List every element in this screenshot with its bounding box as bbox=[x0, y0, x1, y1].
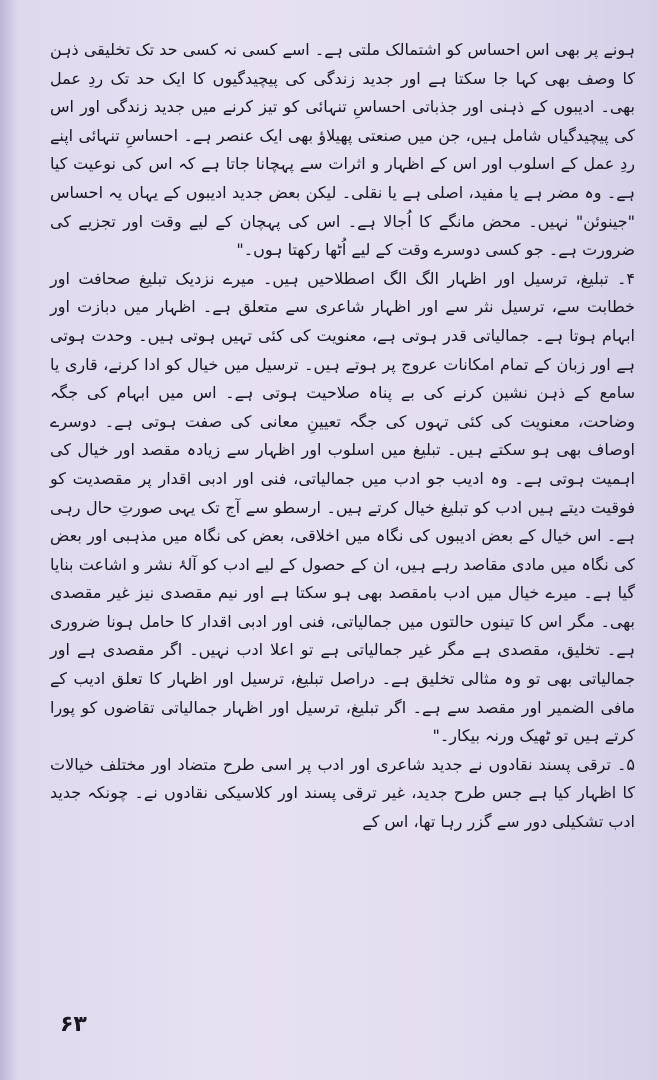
paragraph-3: ۵۔ ترقی پسند نقادوں نے جدید شاعری اور ادب پر اسی طرح متضاد اور مختلف خیالات کا اظہار کیا ہے جس طرح جدید، غیر ترقی پسند اور کلاسیکی نقادوں نے۔ چونکہ جدید ادب تشکیلی دور سے گزر رہا تھا، اس کے bbox=[50, 754, 635, 832]
paragraph-1: ہونے پر بھی اس احساس کو اشتمالک ملتی ہے۔ اسے کسی نہ کسی حد تک تخلیقی ذہن کا وصف بھی کہا جا سکتا ہے اور جدید زندگی کی پیچیدگیوں کا ایک حد تک ردِ عمل بھی۔ ادیبوں کے ذہنی اور جذباتی احساسِ تنہائی کو تیز کرنے میں جدید زندگی اور اس کی پیچیدگیاں شامل ہیں، جن میں صنعتی پھیلاؤ بھی ایک عنصر ہے۔ احساسِ تنہائی اپنے ردِ عمل کے اسلوب اور اس کے اظہار و اثرات سے پہچانا جاتا ہے کہ اس کی نوعیت کیا ہے۔ وہ مضر ہے یا مفید، اصلی ہے یا نقلی۔ لیکن بعض جدید ادیبوں کے یہاں یہ احساس "جینوئن" نہیں۔ محض مانگے کا اُجالا ہے۔ اس کی پہچان کے لیے وقت اور تجزیے کی ضرورت ہے۔ جو کسی دوسرے وقت کے لیے اُٹھا رکھتا ہوں۔" bbox=[50, 40, 635, 260]
page-body bbox=[50, 36, 635, 837]
page-fold-shadow bbox=[0, 0, 18, 1080]
page-number: ۶۳ bbox=[60, 1012, 87, 1037]
paragraph-2: ۴۔ تبلیغ، ترسیل اور اظہار الگ الگ اصطلاحیں ہیں۔ میرے نزدیک تبلیغ صحافت اور خطابت سے، ترسیل نثر سے اور اظہار شاعری سے متعلق ہے۔ اظہار میں دبازت اور ابہام ہوتا ہے۔ جمالیاتی قدر ہوتی ہے، معنویت کی کئی تہیں ہوتی ہیں۔ وحدت ہوتی ہے اور زبان کے تمام امکانات عروج پر ہوتے ہیں۔ ترسیل میں خیال کو ادا کرنے، قاری یا سامع کے ذہن نشین کرنے کی بے پناہ صلاحیت ہوتی ہے۔ اس میں ابہام کی جگہ وضاحت، معنویت کی کئی تہوں کی جگہ تعیینِ معانی کی صفت ہوتی ہے۔ دوسرے اوصاف بھی ہو سکتے ہیں۔ تبلیغ میں اسلوب اور اظہار سے زیادہ مقصد اور خیال کی اہمیت ہوتی ہے۔ وہ ادیب جو ادب میں جمالیاتی، فنی اور ادبی اقدار پر مقصدیت کو فوقیت دیتے ہیں ادب کو تبلیغ خیال کرتے ہیں۔ ارسطو سے آج تک یہی صورتِ حال رہی ہے۔ اس خیال کے بعض ادیبوں کی نگاہ میں اخلاقی، بعض کی نگاہ میں مذہبی اور بعض کی نگاہ میں مادی مقاصد رہے ہیں، ان کے حصول کے لیے ادب کو آلۂ نشر و اشاعت بنایا گیا ہے۔ میرے خیال میں ادب بامقصد بھی ہو سکتا ہے اور نیم مقصدی نیز غیر مقصدی بھی۔ مگر اس کا تینوں حالتوں میں جمالیاتی، فنی اور ادبی اقدار کا حامل ہونا ضروری ہے۔ تخلیق، مقصدی ہے مگر غیر جمالیاتی ہے تو اعلا ادب نہیں۔ اگر مقصدی ہے اور جمالیاتی بھی تو وہ مثالی تخلیق ہے۔ دراصل تبلیغ، ترسیل اور اظہار کا تعلق ادیب کے مافی الضمیر اور مقصد سے ہے۔ اگر تبلیغ، ترسیل اور اظہار جمالیاتی تقاضوں کو پورا کرتے ہیں تو ٹھیک ورنہ بیکار۔" bbox=[50, 268, 635, 746]
